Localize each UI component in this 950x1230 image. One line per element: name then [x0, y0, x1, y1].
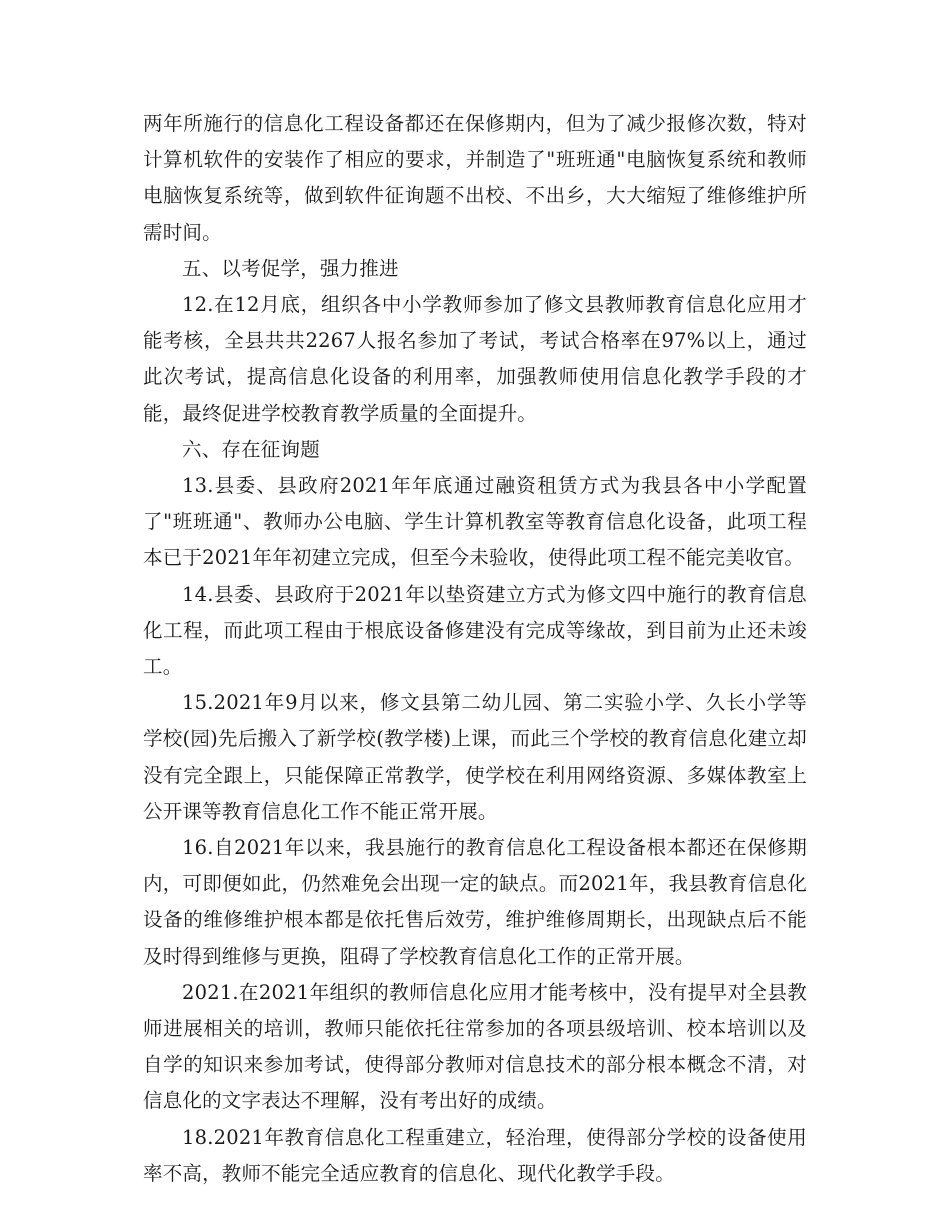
paragraph-item-14: 14.县委、县政府于2021年以垫资建立方式为修文四中施行的教育信息化工程，而此项工程由于根底设备修建没有完成等缘故，到目前为止还未竣工。 [143, 582, 807, 679]
section-heading-6: 六、存在征询题 [182, 437, 320, 461]
paragraph-item-16: 16.自2021年以来，我县施行的教育信息化工程设备根本都还在保修期内，可即便如此，仍然难免会出现一定的缺点。而2021年，我县教育信息化设备的维修维护根本都是依托售后效劳，维护维修周期长，出现缺点后不能及时得到维修与更换，阻碍了学校教育信息化工作的正常开展。 [143, 836, 807, 968]
paragraph-item-13: 13.县委、县政府2021年年底通过融资租赁方式为我县各中小学配置了"班班通"、教师办公电脑、学生计算机教室等教育信息化设备，此项工程本已于2021年年初建立完成，但至今未验收，使得此项工程不能完美收官。 [143, 474, 807, 570]
paragraph-continuation: 两年所施行的信息化工程设备都还在保修期内，但为了减少报修次数，特对计算机软件的安装作了相应的要求，并制造了"班班通"电脑恢复系统和教师电脑恢复系统等，做到软件征询题不出校、不出乡，大大缩短了维修维护所需时间。 [143, 112, 807, 244]
paragraph-item-2021: 2021.在2021年组织的教师信息化应用才能考核中，没有提早对全县教师进展相关的培训，教师只能依托往常参加的各项县级培训、校本培训以及自学的知识来参加考试，使得部分教师对信息技术的部分根本概念不清，对信息化的文字表达不理解，没有考出好的成绩。 [143, 980, 807, 1113]
section-heading-5: 五、以考促学，强力推进 [182, 256, 399, 280]
paragraph-item-18: 18.2021年教育信息化工程重建立，轻治理，使得部分学校的设备使用率不高，教师不能完全适应教育的信息化、现代化教学手段。 [143, 1125, 807, 1185]
document-body [143, 106, 807, 1192]
paragraph-item-12: 12.在12月底，组织各中小学教师参加了修文县教师教育信息化应用才能考核，全县共共2267人报名参加了考试，考试合格率在97%以上，通过此次考试，提高信息化设备的利用率，加强教师使用信息化教学手段的才能，最终促进学校教育教学质量的全面提升。 [143, 293, 807, 425]
paragraph-item-15: 15.2021年9月以来，修文县第二幼儿园、第二实验小学、久长小学等学校(园)先后搬入了新学校(教学楼)上课，而此三个学校的教育信息化建立却没有完全跟上，只能保障正常教学，使学校在利用网络资源、多媒体教室上公开课等教育信息化工作不能正常开展。 [143, 691, 807, 823]
